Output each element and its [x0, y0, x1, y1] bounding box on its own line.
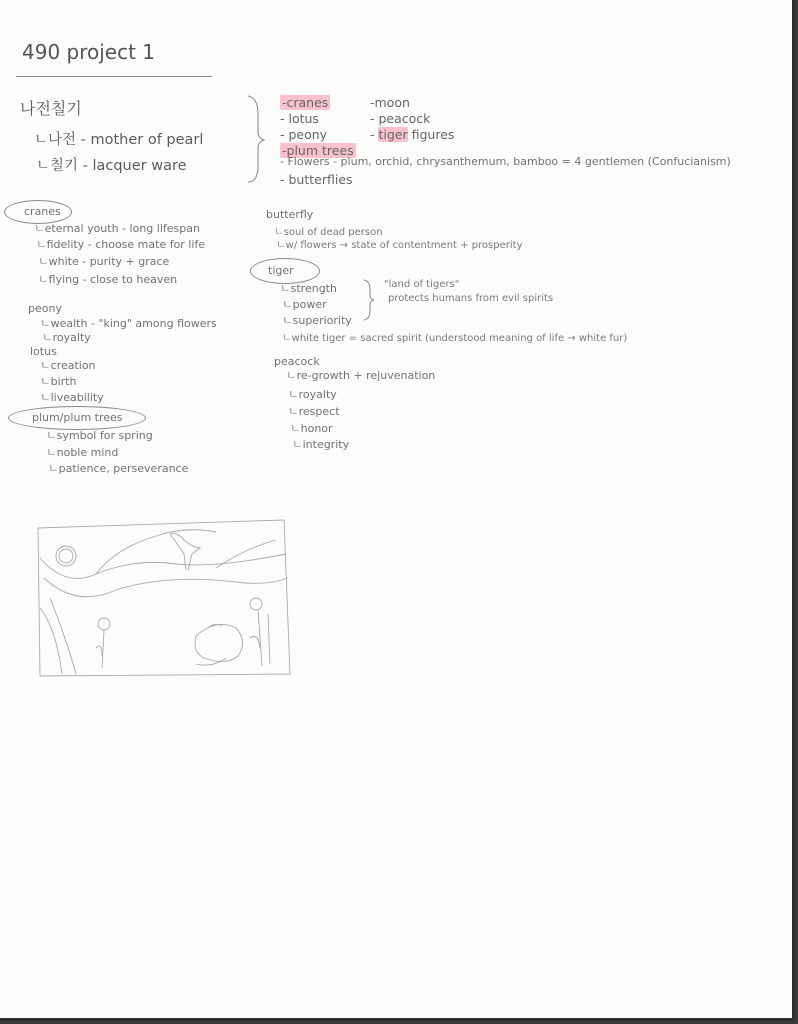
- topic-sub-mother-of-pearl: ㄴ나전 - mother of pearl: [34, 132, 204, 148]
- lotus-label: lotus: [30, 345, 57, 358]
- tiger-note-1: "land of tigers": [384, 279, 460, 290]
- tiger-item-3: ㄴsuperiority: [282, 314, 352, 327]
- motif-peony: - peony: [280, 127, 328, 142]
- butterfly-item-1: ㄴsoul of dead person: [274, 227, 383, 238]
- butterfly-item-2: ㄴw/ flowers → state of contentment + prosperity: [276, 240, 523, 251]
- topic-sub-lacquer-ware: ㄴ칠기 - lacquer ware: [36, 158, 187, 174]
- motif-peacock: - peacock: [370, 111, 431, 126]
- motif-butterflies: - butterflies: [280, 172, 353, 187]
- tiger-label: tiger: [268, 264, 294, 277]
- peony-item-1: ㄴwealth - "king" among flowers: [40, 317, 217, 330]
- tiger-item-1: ㄴstrength: [280, 282, 337, 295]
- tiger-item-2: ㄴpower: [282, 298, 327, 311]
- plum-item-2: ㄴnoble mind: [46, 446, 119, 459]
- motif-plum-trees: -plum trees: [282, 143, 354, 158]
- peony-label: peony: [28, 302, 62, 315]
- peacock-item-3: ㄴrespect: [288, 405, 340, 418]
- butterfly-label: butterfly: [266, 208, 314, 221]
- motif-cranes: -cranes: [282, 95, 329, 110]
- page-title: 490 project 1: [22, 40, 156, 64]
- plum-label: plum/plum trees: [32, 411, 123, 424]
- motif-tiger-figures: - tiger figures: [370, 127, 455, 142]
- peacock-item-4: ㄴhonor: [290, 422, 333, 435]
- pencil-sketch: [36, 518, 296, 678]
- peony-item-2: ㄴroyalty: [42, 331, 91, 344]
- cranes-item-1: ㄴeternal youth - long lifespan: [34, 222, 200, 235]
- tiger-note-2: protects humans from evil spirits: [388, 293, 554, 304]
- plum-item-3: ㄴpatience, perseverance: [48, 462, 189, 475]
- motif-flowers-line: - Flowers - plum, orchid, chrysanthemum, bamboo = 4 gentlemen (Confucianism): [280, 155, 731, 168]
- tiger-brace-icon: [362, 278, 376, 322]
- peacock-item-2: ㄴroyalty: [288, 388, 337, 401]
- lotus-item-2: ㄴbirth: [40, 375, 77, 388]
- cranes-item-4: ㄴflying - close to heaven: [38, 273, 178, 286]
- tiger-white-tiger: ㄴwhite tiger = sacred spirit (understood meaning of life → white fur): [282, 333, 628, 344]
- motif-lotus: - lotus: [280, 111, 319, 126]
- motif-moon: -moon: [370, 95, 410, 110]
- cranes-item-2: ㄴfidelity - choose mate for life: [36, 238, 206, 251]
- peacock-label: peacock: [274, 355, 320, 368]
- cranes-item-3: ㄴwhite - purity + grace: [38, 255, 170, 268]
- topic-heading: 나전칠기: [20, 99, 82, 118]
- plum-item-1: ㄴsymbol for spring: [46, 429, 153, 442]
- cranes-label: cranes: [24, 205, 61, 218]
- lotus-item-3: ㄴliveability: [40, 391, 104, 404]
- lotus-item-1: ㄴcreation: [40, 359, 96, 372]
- brace-icon: [246, 94, 266, 184]
- peacock-item-1: ㄴre-growth + rejuvenation: [286, 369, 436, 382]
- peacock-item-5: ㄴintegrity: [292, 438, 350, 451]
- title-underline: [16, 76, 212, 77]
